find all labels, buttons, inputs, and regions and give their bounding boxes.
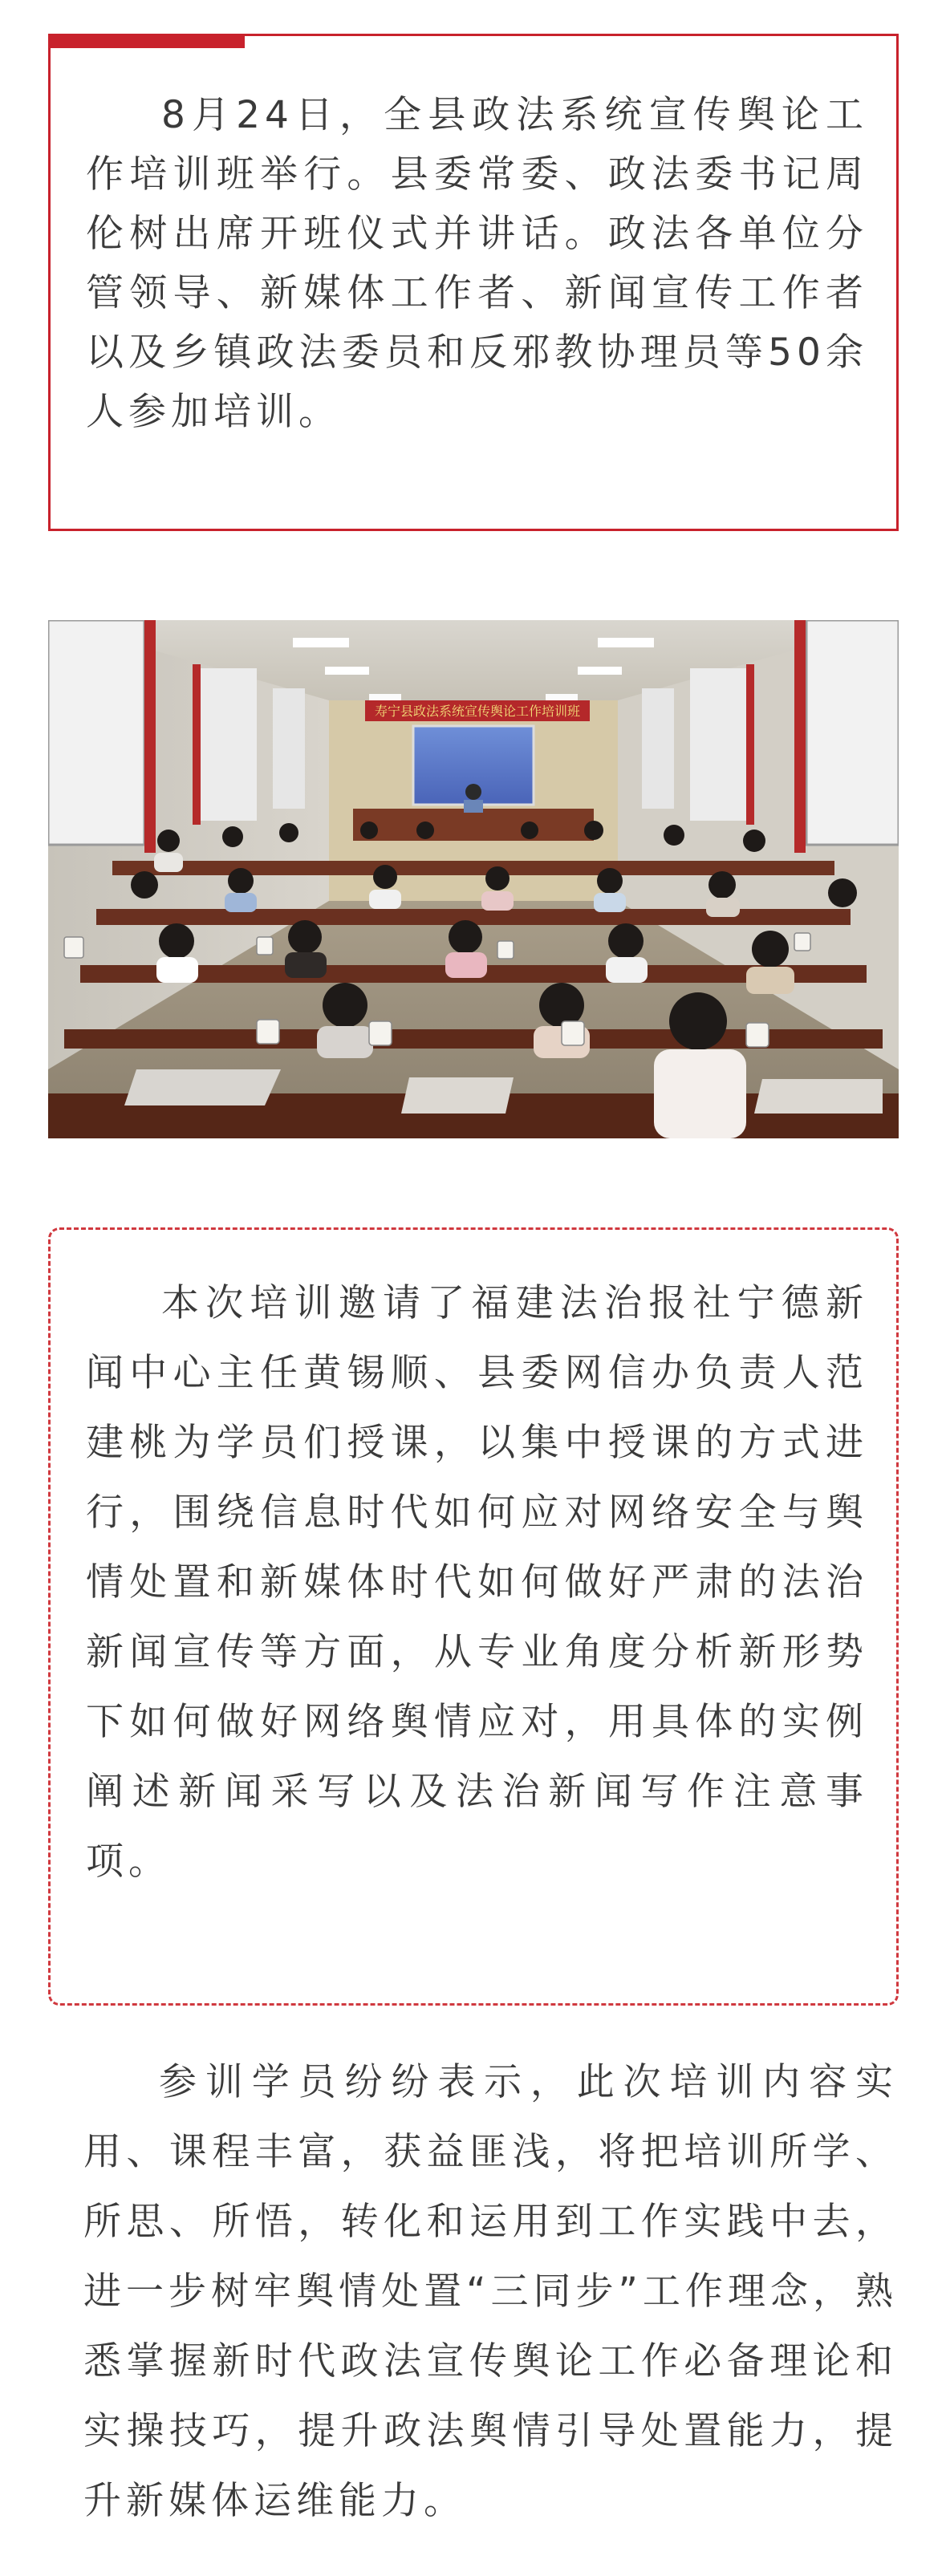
red-accent-bar xyxy=(48,34,245,48)
training-photo xyxy=(48,620,899,1138)
course-paragraph: 本次培训邀请了福建法治报社宁德新闻中心主任黄锡顺、县委网信办负责人范建桃为学员们授课，以集中授课的方式进行，围绕信息时代如何应对网络安全与舆情处置和新媒体时代如何做好严肃的法治新闻宣传等方面，从专业角度分析新形势下如何做好网络舆情应对，用具体的实例阐述新闻采写以及法治新闻写作注意事项。 xyxy=(86,1281,868,1884)
intro-paragraph: 8月24日，全县政法系统宣传舆论工作培训班举行。县委常委、政法委书记周伦树出席开班仪式并讲话。政法各单位分管领导、新媒体工作者、新闻宣传工作者以及乡镇政法委员和反邪教协理员等50余人参加培训。 xyxy=(86,93,868,434)
intro-box xyxy=(48,34,899,531)
banner-text: 寿宁县政法系统宣传舆论工作培训班 xyxy=(374,704,581,719)
feedback-paragraph: 参训学员纷纷表示，此次培训内容实用、课程丰富，获益匪浅，将把培训所学、所思、所悟，转化和运用到工作实践中去，进一步树牢舆情处置“三同步”工作理念，熟悉掌握新时代政法宣传舆论工作必备理论和实操技巧，提升政法舆情引导处置能力，提升新媒体运维能力。 xyxy=(83,2060,898,2523)
course-box xyxy=(48,1227,899,2006)
